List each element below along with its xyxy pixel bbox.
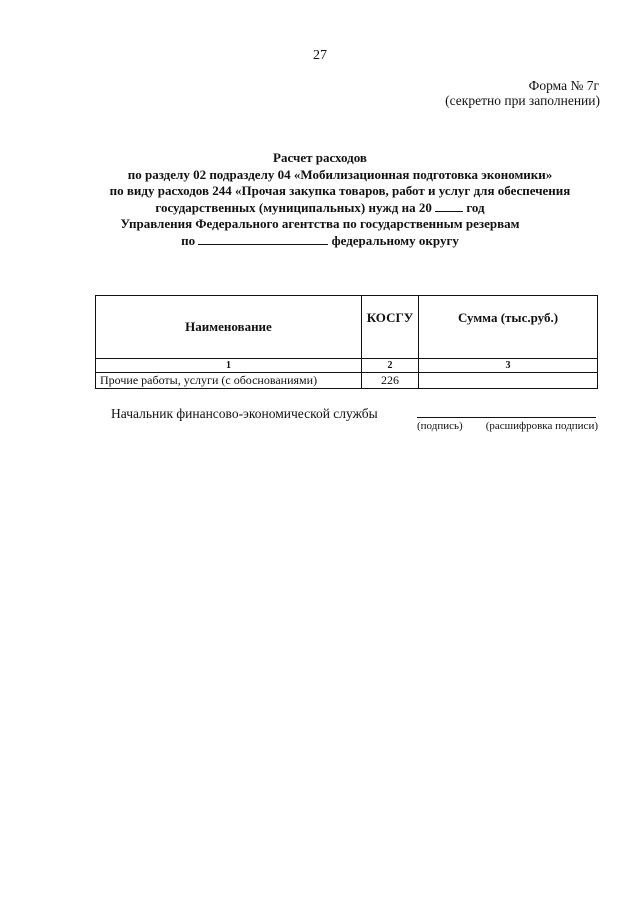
signatory-role: Начальник финансово-экономической службы xyxy=(111,406,378,421)
signature-line[interactable] xyxy=(417,417,596,418)
title-line-3: по виду расходов 244 «Прочая закупка товаров, работ и услуг для обеспечения xyxy=(109,183,571,198)
column-number-row xyxy=(96,359,598,373)
table-row xyxy=(96,373,598,389)
header-kosgu: КОСГУ xyxy=(362,296,419,359)
title-line-4-suffix: год xyxy=(466,199,485,215)
header-name: Наименование xyxy=(96,296,362,359)
column-number: 1 xyxy=(96,359,362,373)
expense-table xyxy=(95,295,598,389)
year-blank[interactable] xyxy=(435,200,463,212)
title-line-5: Управления Федерального агентства по государственным резервам xyxy=(120,216,520,231)
title-line-6 xyxy=(0,233,640,250)
header-sum: Сумма (тыс.руб.) xyxy=(419,296,598,359)
page-number: 27 xyxy=(313,48,327,63)
column-number: 2 xyxy=(362,359,419,373)
title-line-6-suffix: федеральному округу xyxy=(331,232,459,248)
district-blank[interactable] xyxy=(198,233,328,245)
title-line-2: по разделу 02 подразделу 04 «Мобилизационная подготовка экономики» xyxy=(127,166,553,182)
secrecy-note: (секретно при заполнении) xyxy=(445,93,600,108)
table-header-row xyxy=(96,296,598,359)
title-line-4 xyxy=(0,200,640,217)
form-number: Форма № 7г xyxy=(528,78,599,93)
signature-caption xyxy=(417,420,598,432)
title-line-1: Расчет расходов xyxy=(273,150,367,165)
row-sum-cell[interactable] xyxy=(419,373,598,389)
title-line-4-text: государственных (муниципальных) нужд на 20 xyxy=(155,199,432,215)
signature-caption-sign: (подпись) xyxy=(417,420,463,432)
column-number: 3 xyxy=(419,359,598,373)
row-kosgu-cell: 226 xyxy=(362,373,419,389)
row-name-cell: Прочие работы, услуги (с обоснованиями) xyxy=(96,373,362,389)
signature-caption-decode: (расшифровка подписи) xyxy=(485,420,598,432)
document-title xyxy=(0,150,640,249)
title-line-6-prefix: по xyxy=(181,232,196,248)
